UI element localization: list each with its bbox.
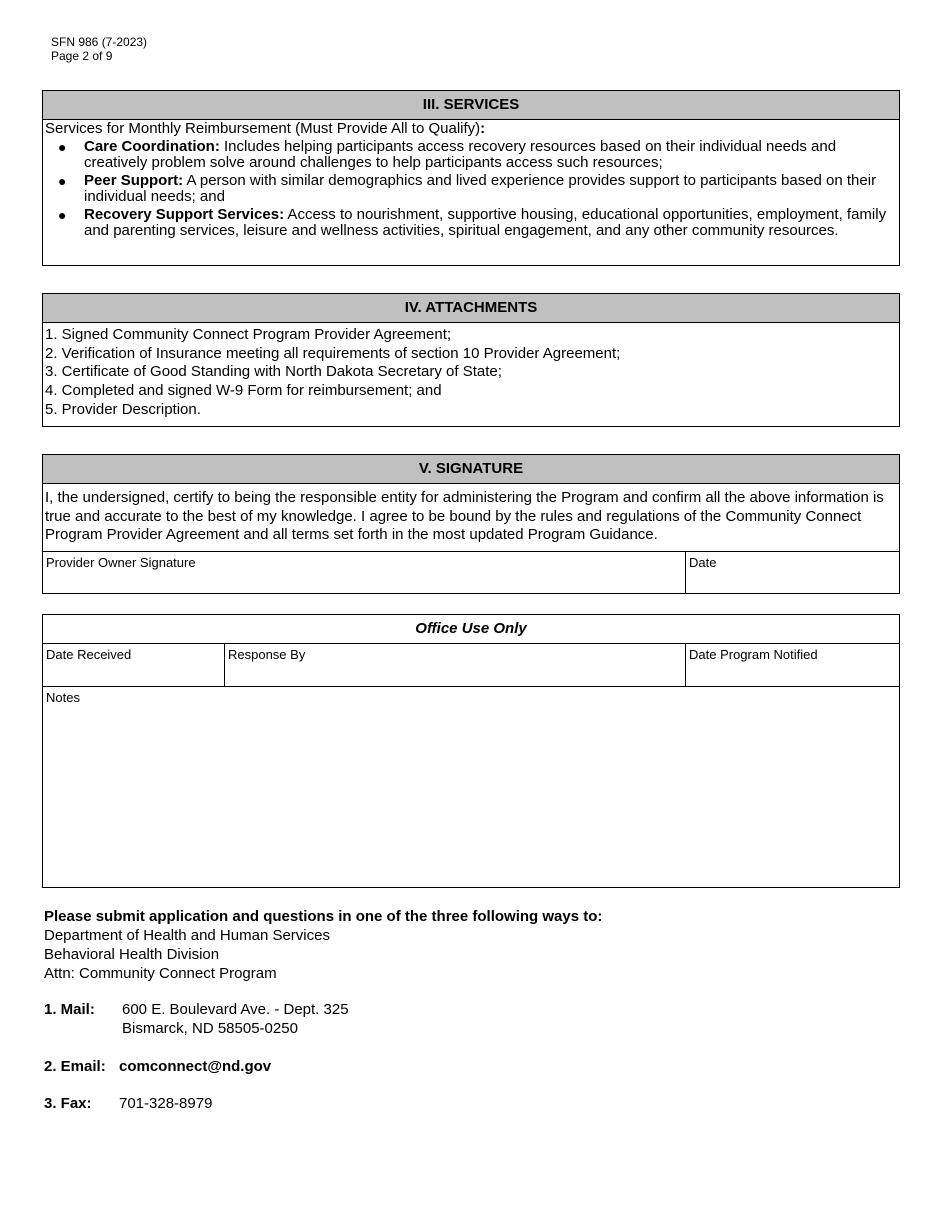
fax-label: 3. Fax: xyxy=(44,1095,92,1112)
bullet-icon: ● xyxy=(58,139,67,155)
email-label: 2. Email: xyxy=(44,1058,106,1075)
email-method xyxy=(44,1057,271,1076)
division-name: Behavioral Health Division xyxy=(44,946,220,963)
attachment-item: 1. Signed Community Connect Program Provider Agreement; xyxy=(45,326,452,343)
submission-heading: Please submit application and questions in one of the three following ways to: xyxy=(44,908,603,925)
mail-method xyxy=(44,1000,349,1038)
mail-address-line2: Bismarck, ND 58505-0250 xyxy=(122,1020,298,1037)
services-intro: Services for Monthly Reimbursement (Must Provide All to Qualify): xyxy=(45,120,486,137)
service-item-care-coordination: ● Care Coordination: Includes helping participants access recovery resources based on their individual needs and creatively problem solve around challenges to help participants access such resources; xyxy=(58,138,837,171)
office-use-section xyxy=(42,614,900,888)
attachment-item: 5. Provider Description. xyxy=(45,400,201,418)
signature-title: V. SIGNATURE xyxy=(43,455,899,484)
mail-address-line1: 600 E. Boulevard Ave. - Dept. 325 xyxy=(122,1001,349,1018)
attachments-list xyxy=(43,323,899,420)
bullet-icon: ● xyxy=(58,173,67,189)
response-by-label: Response By xyxy=(228,647,306,662)
attachments-title: IV. ATTACHMENTS xyxy=(43,294,899,323)
submission-info xyxy=(44,907,602,983)
attachments-section xyxy=(42,293,900,427)
email-address[interactable]: comconnect@nd.gov xyxy=(119,1058,272,1075)
attention-line: Attn: Community Connect Program xyxy=(44,965,277,982)
signature-section xyxy=(42,454,900,594)
bullet-icon: ● xyxy=(58,207,67,223)
form-header xyxy=(51,35,147,63)
response-by-field[interactable] xyxy=(224,644,685,686)
services-title: III. SERVICES xyxy=(43,91,899,120)
provider-signature-field[interactable] xyxy=(43,552,685,594)
provider-signature-label: Provider Owner Signature xyxy=(46,555,196,570)
mail-label: 1. Mail: xyxy=(44,1001,95,1018)
fax-method xyxy=(44,1094,212,1113)
notes-label: Notes xyxy=(46,690,80,705)
fax-number: 701-328-8979 xyxy=(119,1095,213,1112)
date-program-notified-label: Date Program Notified xyxy=(689,647,818,662)
notes-field[interactable] xyxy=(43,687,899,889)
attachment-item: 3. Certificate of Good Standing with North Dakota Secretary of State; xyxy=(45,363,502,381)
form-id: SFN 986 (7-2023) xyxy=(51,35,148,49)
service-item-recovery-support: ● Recovery Support Services: Access to nourishment, supportive housing, educational opportunities, employment, family and parenting services, leisure and wellness activities, spiritual engagement, and any other community resources. xyxy=(58,206,887,239)
signature-statement: I, the undersigned, certify to being the responsible entity for administering the Program and confirm all the above information is true and accurate to the best of my knowledge. I agree to be bound by the rules and regulations of the Community Connect Program Provider Agreement and all terms set forth in the most updated Program Guidance. xyxy=(45,489,884,543)
date-received-label: Date Received xyxy=(46,647,132,662)
signature-date-field[interactable] xyxy=(685,552,899,594)
date-program-notified-field[interactable] xyxy=(685,644,899,686)
office-use-title: Office Use Only xyxy=(415,620,527,637)
department-name: Department of Health and Human Services xyxy=(44,927,330,944)
date-received-field[interactable] xyxy=(43,644,224,686)
attachment-item: 4. Completed and signed W-9 Form for reimbursement; and xyxy=(45,382,442,400)
service-item-peer-support: ● Peer Support: A person with similar demographics and lived experience provides support to participants based on their individual needs; and xyxy=(58,172,877,205)
signature-date-label: Date xyxy=(689,555,717,570)
services-section xyxy=(42,90,900,266)
page-number: Page 2 of 9 xyxy=(51,49,113,63)
services-list xyxy=(45,139,899,239)
attachment-item: 2. Verification of Insurance meeting all requirements of section 10 Provider Agreement; xyxy=(45,344,621,362)
